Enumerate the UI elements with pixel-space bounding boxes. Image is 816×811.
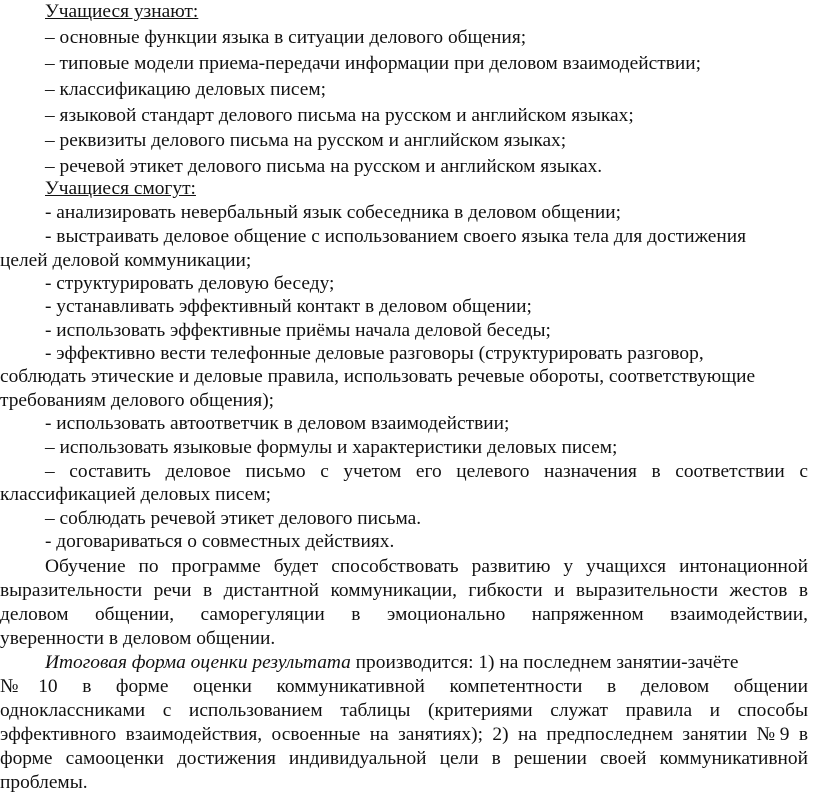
skills-line: - структурировать деловую беседу; xyxy=(45,273,335,294)
skills-line: целей деловой коммуникации; xyxy=(0,250,252,271)
skills-line: - использовать эффективные приёмы начала деловой беседы; xyxy=(45,320,551,341)
assessment-line: форме самооценки достижения индивидуальной цели в решении своей коммуникативной xyxy=(0,748,808,769)
skills-line: - эффективно вести телефонные деловые разговоры (структурировать разговор, xyxy=(45,343,704,364)
skills-line: - анализировать невербальный язык собеседника в деловом общении; xyxy=(45,202,622,223)
skills-line: – соблюдать речевой этикет делового письма. xyxy=(45,508,422,529)
skills-line: - устанавливать эффективный контакт в деловом общении; xyxy=(45,296,532,317)
paragraph-line: уверенности в деловом общении. xyxy=(0,628,276,649)
learn-heading: Учащиеся узнают: xyxy=(45,1,199,22)
learn-item: – классификацию деловых писем; xyxy=(45,79,327,100)
paragraph-line: деловом общении, саморегуляции в эмоционально напряженном взаимодействии, xyxy=(0,604,808,625)
skills-line: – составить деловое письмо с учетом его целевого назначения в соответствии с xyxy=(45,461,808,482)
assessment-line: №10 в форме оценки коммуникативной компетентности в деловом общении xyxy=(0,676,808,697)
skills-heading: Учащиеся смогут: xyxy=(45,178,196,199)
skills-line: - использовать автоответчик в деловом взаимодействии; xyxy=(45,413,510,434)
learn-item: – языковой стандарт делового письма на русском и английском языках; xyxy=(45,105,634,126)
assessment-first-line-rest: производится: 1) на последнем занятии-зачёте xyxy=(350,652,739,673)
learn-item: – типовые модели приема-передачи информации при деловом взаимодействии; xyxy=(45,53,702,74)
learn-item: – реквизиты делового письма на русском и английском языках; xyxy=(45,130,567,151)
assessment-first-line xyxy=(45,651,808,675)
assessment-italic-lead: Итоговая форма оценки результата xyxy=(45,652,351,673)
learn-item: – речевой этикет делового письма на русском и английском языках. xyxy=(45,156,603,177)
skills-line: классификацией деловых писем; xyxy=(0,484,271,505)
skills-line: – использовать языковые формулы и характеристики деловых писем; xyxy=(45,437,618,458)
assessment-line: одноклассниками с использованием таблицы (критериями служат правила и способы xyxy=(0,700,808,721)
assessment-line: эффективного взаимодействия, освоенные на занятиях); 2) на предпоследнем занятии №9 в xyxy=(0,724,808,745)
learn-item: – основные функции языка в ситуации делового общения; xyxy=(45,27,527,48)
skills-line: соблюдать этические и деловые правила, использовать речевые обороты, соответствующие xyxy=(0,366,756,387)
skills-line: - выстраивать деловое общение с использованием своего языка тела для достижения xyxy=(45,226,747,247)
assessment-line: проблемы. xyxy=(0,772,88,793)
skills-line: требованиям делового общения); xyxy=(0,390,275,411)
paragraph-line: выразительности речи в дистантной коммуникации, гибкости и выразительности жестов в xyxy=(0,580,808,601)
skills-line: - договариваться о совместных действиях. xyxy=(45,531,395,552)
paragraph-line: Обучение по программе будет способствовать развитию у учащихся интонационной xyxy=(45,556,808,577)
